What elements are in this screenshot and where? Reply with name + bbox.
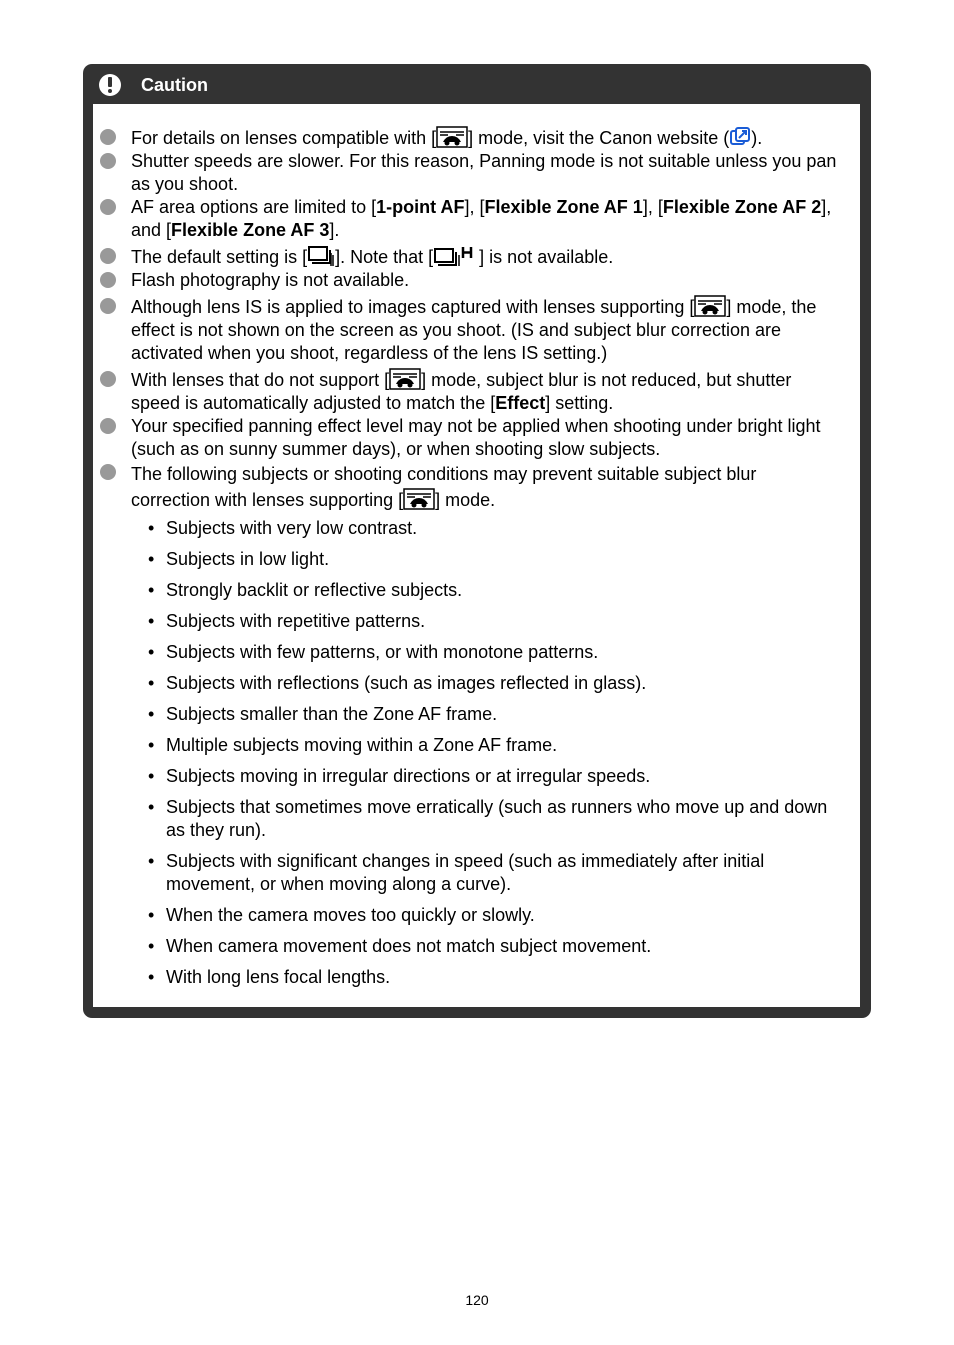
page-number: 120 xyxy=(465,1292,489,1308)
caution-item: Shutter speeds are slower. For this reason, Panning mode is not suitable unless you pan as you shoot. xyxy=(93,150,860,196)
sub-list-item: • Subjects smaller than the Zone AF frame. xyxy=(148,704,498,724)
caution-header xyxy=(83,64,871,104)
bullet-icon xyxy=(100,272,116,288)
exclamation-icon xyxy=(99,74,121,96)
bullet-icon xyxy=(100,371,116,387)
sub-list-item: • Subjects with few patterns, or with monotone patterns. xyxy=(148,642,599,662)
caution-title: Caution xyxy=(141,75,208,95)
sub-list-item: • Subjects with reflections (such as images reflected in glass). xyxy=(148,673,647,693)
caution-box xyxy=(83,64,871,1018)
panning-mode-icon xyxy=(389,368,421,390)
caution-item: The default setting is [ ]. Note that [ ] is not available. xyxy=(93,245,860,269)
sub-list-item: • Multiple subjects moving within a Zone AF frame. xyxy=(148,735,558,755)
caution-list xyxy=(93,126,860,997)
bullet-icon xyxy=(100,464,116,480)
sub-list-item: • Subjects with very low contrast. xyxy=(148,518,418,538)
caution-item: Your specified panning effect level may not be applied when shooting under bright light (such as on sunny summer days), or when shooting slow subjects. xyxy=(93,415,860,461)
bullet-icon xyxy=(100,418,116,434)
external-link-icon[interactable] xyxy=(729,127,751,147)
sub-list-item: • Strongly backlit or reflective subjects. xyxy=(148,580,463,600)
caution-item: AF area options are limited to [1-point AF], [Flexible Zone AF 1], [Flexible Zone AF 2], and [Flexible Zone AF 3]. xyxy=(93,196,860,242)
sub-list-item: • With long lens focal lengths. xyxy=(148,967,391,987)
bullet-icon xyxy=(100,298,116,314)
sub-list-item: • Subjects in low light. xyxy=(148,549,330,569)
caution-item: With lenses that do not support [ ] mode, subject blur is not reduced, but shutter speed is automatically adjusted to match the [Effect] setting. xyxy=(93,368,860,415)
caution-item: The following subjects or shooting conditions may prevent suitable subject blur correction with lenses supporting [ ] mode. • Subjects with very low contrast. • Subjects in low light. • Strongly backlit or reflective subjects. • Subjects with repetitive patterns. • Subjects with few patterns, or with monotone patterns. • Subjects with reflections (such as images reflected in glass). • Subjects smaller than the Zone AF frame. • Multiple subjects moving within a Zone AF frame. • Subjects moving in irregular directions or at irregular speeds. • Subjects that sometimes move erratically (such as runners who move up and down as they run). • Subjects with significant changes in speed (such as immediately after initial movement, or when moving along a curve). • When the camera moves too quickly or slowly. • When camera movement does not match subject movement. • With long lens focal lengths. xyxy=(93,461,860,989)
bullet-icon xyxy=(100,153,116,169)
high-speed-continuous-icon xyxy=(433,245,479,267)
caution-body xyxy=(93,104,860,1007)
sub-list-item: • Subjects moving in irregular directions or at irregular speeds. xyxy=(148,766,651,786)
bullet-icon xyxy=(100,199,116,215)
sub-list-item: • When camera movement does not match subject movement. xyxy=(148,936,652,956)
panning-mode-icon xyxy=(694,295,726,317)
sub-list xyxy=(131,517,840,989)
bullet-icon xyxy=(100,129,116,145)
sub-list-item: • When the camera moves too quickly or slowly. xyxy=(148,905,535,925)
panning-mode-icon xyxy=(436,126,468,148)
caution-item: Although lens IS is applied to images captured with lenses supporting [ ] mode, the effect is not shown on the screen as you shoot. (IS and subject blur correction are activated when you shoot, regardless of the lens IS setting.) xyxy=(93,295,860,365)
caution-item: Flash photography is not available. xyxy=(93,269,860,292)
continuous-shooting-icon xyxy=(307,245,335,267)
caution-item: For details on lenses compatible with [ ] mode, visit the Canon website ( ). xyxy=(93,126,860,150)
sub-list-item: • Subjects with repetitive patterns. xyxy=(148,611,426,631)
panning-mode-icon xyxy=(403,488,435,510)
sub-list-item: • Subjects with significant changes in speed (such as immediately after initial movement, or when moving along a curve). xyxy=(148,851,765,894)
bullet-icon xyxy=(100,248,116,264)
sub-list-item: • Subjects that sometimes move erratically (such as runners who move up and down as they run). xyxy=(148,797,828,840)
